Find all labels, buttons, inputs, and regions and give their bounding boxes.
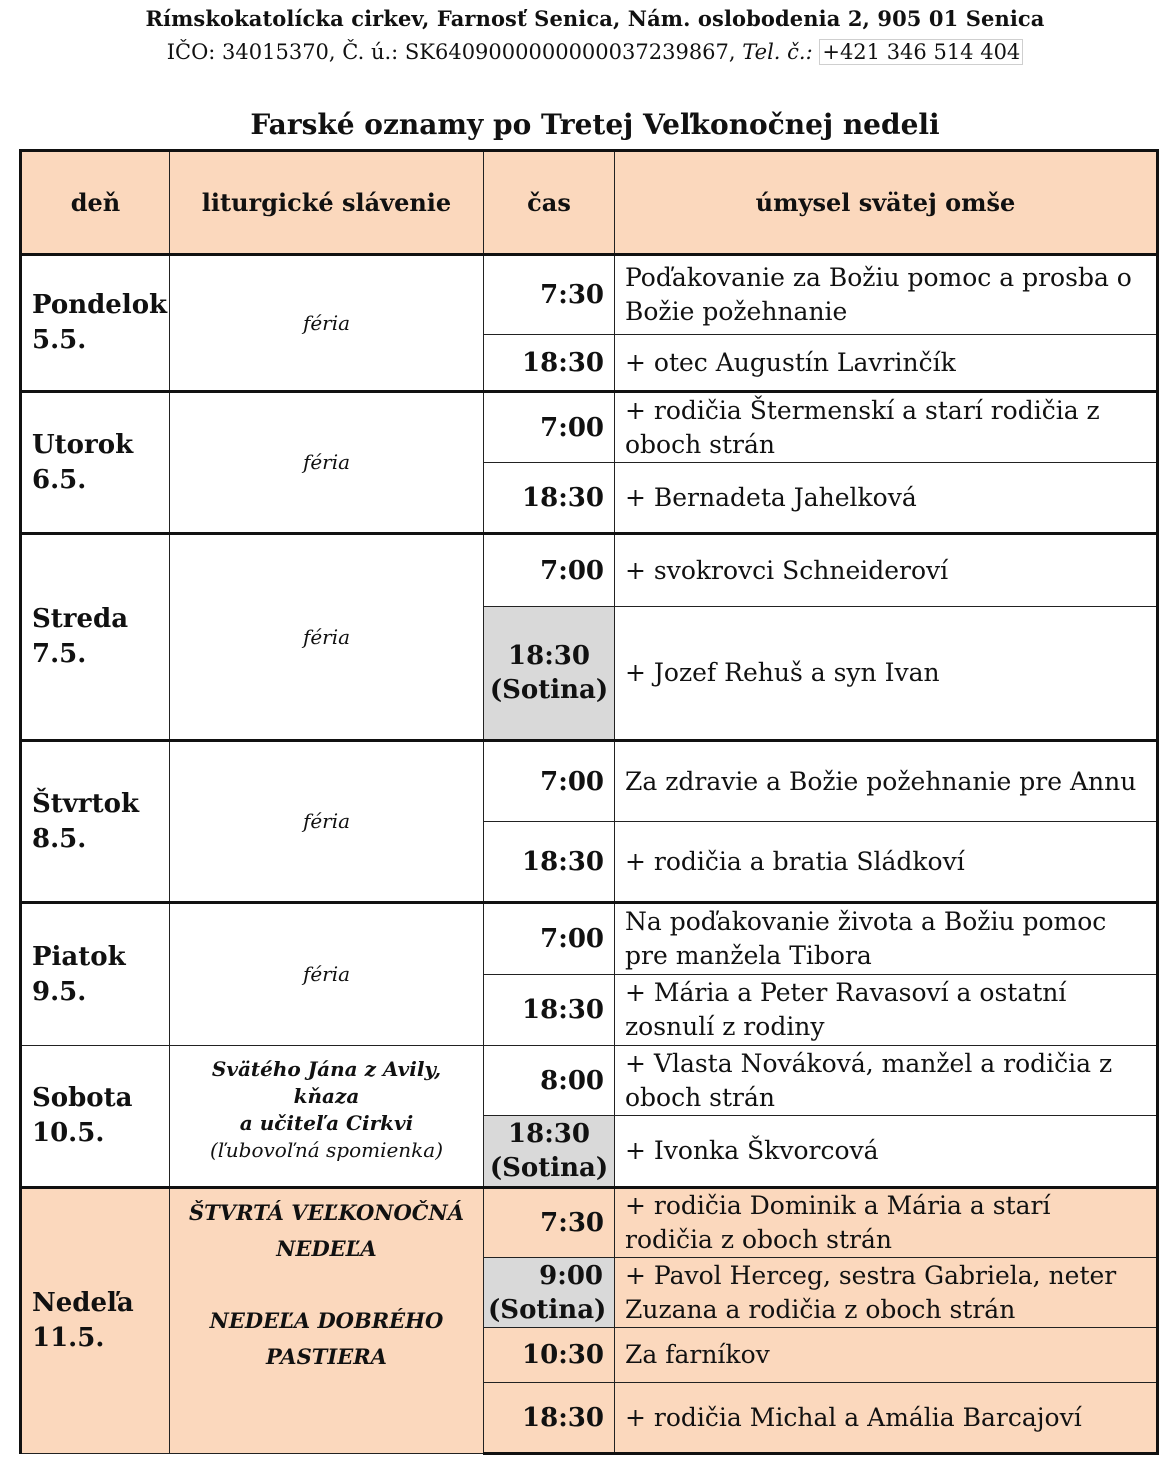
liturgy-cell: féria [170, 903, 484, 1046]
mass-intention: + Mária a Peter Ravasoví a ostatní zosnulí z rodiny [615, 975, 1158, 1046]
parish-contact [0, 40, 1175, 64]
column-header-liturgy: liturgické slávenie [170, 151, 484, 255]
day-date: 9.5. [32, 976, 87, 1007]
mass-intention: + rodičia a bratia Sládkoví [615, 822, 1158, 903]
mass-time: 7:30 [484, 1188, 615, 1258]
day-cell [21, 1046, 170, 1188]
day-date: 6.5. [32, 464, 87, 495]
day-cell [21, 392, 170, 534]
day-name: Streda [32, 604, 129, 634]
mass-intention: Za farníkov [615, 1328, 1158, 1383]
day-date: 10.5. [32, 1118, 105, 1148]
day-cell [21, 741, 170, 903]
day-date: 8.5. [32, 823, 87, 854]
mass-place: (Sotina) [489, 675, 609, 705]
mass-place: (Sotina) [489, 1153, 609, 1183]
table-row [21, 1046, 1158, 1116]
mass-time: 9:00 [539, 1260, 603, 1291]
parish-header: Rímskokatolícka cirkev, Farnosť Senica, Nám. oslobodenia 2, 905 01 Senica [145, 6, 1045, 31]
mass-place: (Sotina) [488, 1294, 607, 1325]
day-name: Piatok [32, 941, 126, 972]
liturgy-line: ŠTVRTÁ VEĽKONOČNÁ [189, 1200, 464, 1225]
mass-intention: + rodičia Michal a Amália Barcajoví [615, 1383, 1158, 1454]
mass-intention: + otec Augustín Lavrinčík [615, 335, 1158, 392]
liturgy-line: NEDEĽA [276, 1236, 377, 1261]
liturgy-cell: féria [170, 255, 484, 392]
mass-intention: + Ivonka Škvorcová [615, 1116, 1158, 1188]
day-cell [21, 1188, 170, 1454]
day-date: 11.5. [32, 1323, 105, 1353]
mass-time: 18:30 [484, 1383, 615, 1454]
day-name: Pondelok [32, 290, 168, 320]
mass-time: 7:00 [484, 903, 615, 975]
table-row [21, 903, 1158, 975]
day-cell [21, 255, 170, 392]
mass-intention: + rodičia Dominik a Mária a starí rodičia z oboch strán [615, 1188, 1158, 1258]
page-title: Farské oznamy po Tretej Veľkonočnej nedeli [250, 108, 940, 141]
mass-intention: + Vlasta Nováková, manžel a rodičia z oboch strán [615, 1046, 1158, 1116]
mass-time: 7:00 [484, 392, 615, 463]
mass-time-sotina [484, 1116, 615, 1188]
day-name: Štvrtok [32, 788, 139, 819]
mass-intention: + rodičia Štermenskí a starí rodičia z oboch strán [615, 392, 1158, 463]
mass-time: 18:30 [508, 641, 590, 671]
day-cell [21, 534, 170, 741]
liturgy-line: (ľubovoľná spomienka) [209, 1138, 444, 1162]
mass-time: 7:00 [484, 741, 615, 822]
mass-time-sotina [484, 1258, 615, 1328]
column-header-intention: úmysel svätej omše [615, 151, 1158, 255]
table-row [21, 392, 1158, 463]
liturgy-line: NEDEĽA DOBRÉHO [209, 1308, 444, 1333]
mass-intention: Poďakovanie za Božiu pomoc a prosba o Božie požehnanie [615, 255, 1158, 335]
mass-intention: + Pavol Herceg, sestra Gabriela, neter Zuzana a rodičia z oboch strán [615, 1258, 1158, 1328]
day-date: 7.5. [32, 639, 87, 669]
mass-intention: + Jozef Rehuš a syn Ivan [615, 607, 1158, 741]
mass-intention: + svokrovci Schneideroví [615, 534, 1158, 607]
day-name: Nedeľa [32, 1288, 134, 1318]
mass-intention: Na poďakovanie života a Božiu pomoc pre manžela Tibora [615, 903, 1158, 975]
table-row [21, 255, 1158, 335]
mass-intention: Za zdravie a Božie požehnanie pre Annu [615, 741, 1158, 822]
tel-value: +421 346 514 404 [819, 39, 1023, 65]
liturgy-line: Svätého Jána z Avily, kňaza [211, 1057, 442, 1108]
column-header-time: čas [484, 151, 615, 255]
liturgy-cell: féria [170, 392, 484, 534]
column-header-day: deň [21, 151, 170, 255]
mass-time: 7:00 [484, 534, 615, 607]
mass-time-sotina [484, 607, 615, 741]
day-name: Sobota [32, 1083, 133, 1113]
parish-ico: IČO: 34015370, Č. ú.: SK6409000000000037239867, [166, 40, 743, 64]
day-name: Utorok [32, 429, 134, 460]
liturgy-line: PASTIERA [266, 1344, 387, 1369]
liturgy-line: a učiteľa Cirkvi [239, 1111, 414, 1135]
mass-time: 8:00 [484, 1046, 615, 1116]
liturgy-cell: féria [170, 534, 484, 741]
mass-intention: + Bernadeta Jahelková [615, 463, 1158, 534]
table-header-row [21, 151, 1158, 255]
table-row [21, 741, 1158, 822]
liturgy-cell [170, 1188, 484, 1454]
table-row [21, 1188, 1158, 1258]
mass-time: 18:30 [484, 335, 615, 392]
liturgy-cell [170, 1046, 484, 1188]
schedule-table [19, 149, 1159, 1455]
mass-time: 7:30 [484, 255, 615, 335]
mass-time: 10:30 [484, 1328, 615, 1383]
table-row [21, 534, 1158, 607]
day-date: 5.5. [32, 325, 87, 355]
liturgy-cell: féria [170, 741, 484, 903]
mass-time: 18:30 [508, 1119, 590, 1149]
day-cell [21, 903, 170, 1046]
mass-time: 18:30 [484, 822, 615, 903]
mass-time: 18:30 [484, 975, 615, 1046]
mass-time: 18:30 [484, 463, 615, 534]
tel-label: Tel. č.: [742, 40, 813, 64]
